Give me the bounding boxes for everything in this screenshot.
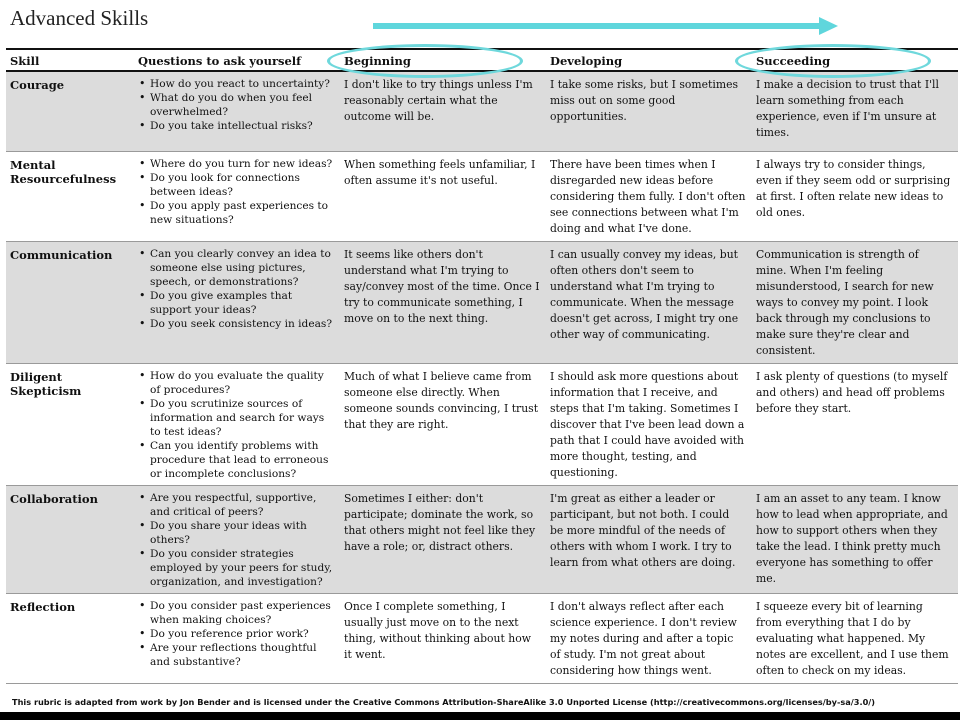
developing-cell: [546, 241, 752, 363]
page-title: Advanced Skills: [10, 6, 149, 30]
succeeding-cell: [752, 363, 958, 485]
developing-text: I should ask more questions about information that I receive, and steps that I'm taking. Sometimes I discover that I've been lead down a path that I could have avoided with more thought, testing, and questioning.: [550, 369, 745, 479]
question-item: • Are you respectful, supportive, and critical of peers?: [138, 491, 336, 519]
question-item: • Do you give examples that support your ideas?: [138, 289, 336, 317]
questions-cell: [134, 363, 340, 485]
question-item: • Where do you turn for new ideas?: [138, 157, 336, 171]
questions-cell: [134, 151, 340, 241]
succeeding-cell: [752, 241, 958, 363]
skill-name: Mental Resourcefulness: [6, 151, 134, 241]
header-questions: Questions to ask yourself: [134, 49, 340, 71]
beginning-cell: [340, 593, 546, 683]
question-item: • Do you look for connections between ideas?: [138, 171, 336, 199]
header-skill: Skill: [6, 49, 134, 71]
question-item: • What do you do when you feel overwhelmed?: [138, 91, 336, 119]
header-beginning: Beginning: [340, 49, 546, 71]
beginning-text: Sometimes I either: don't participate; dominate the work, so that others might not feel like they have a role; or, distract others.: [344, 491, 536, 553]
succeeding-cell: [752, 71, 958, 151]
questions-cell: [134, 71, 340, 151]
succeeding-text: Communication is strength of mine. When I'm feeling misunderstood, I search for new ways to convey my point. I look back through my conclusions to make sure they're clear and consistent.: [756, 247, 934, 357]
succeeding-text: I always try to consider things, even if they seem odd or surprising at first. I often relate new ideas to old ones.: [756, 157, 951, 219]
succeeding-cell: [752, 485, 958, 593]
succeeding-text: I squeeze every bit of learning from everything that I do by evaluating what happened. My notes are excellent, and I use them often to check on my ideas.: [756, 599, 949, 677]
skill-name: Reflection: [6, 593, 134, 683]
question-item: • Do you reference prior work?: [138, 627, 336, 641]
rubric-row-diligent-skepticism: [6, 363, 958, 485]
succeeding-text: I ask plenty of questions (to myself and others) and head off problems before they start.: [756, 369, 948, 415]
question-item: • Do you take intellectual risks?: [138, 119, 336, 133]
skill-name: Courage: [6, 71, 134, 151]
developing-text: I take some risks, but I sometimes miss out on some good opportunities.: [550, 78, 739, 123]
rubric-row-communication: [6, 241, 958, 363]
advanced-skills-rubric: [6, 48, 958, 684]
question-item: • Do you share your ideas with others?: [138, 519, 336, 547]
beginning-highlight-oval: [327, 44, 523, 78]
questions-cell: [134, 241, 340, 363]
question-item: • Can you identify problems with procedure that lead to erroneous or incomplete conclusions?: [138, 439, 336, 481]
question-item: • Do you apply past experiences to new situations?: [138, 199, 336, 227]
beginning-text: Much of what I believe came from someone else directly. When someone sounds convincing, I trust that they are right.: [344, 369, 539, 431]
question-item: • Do you seek consistency in ideas?: [138, 317, 336, 331]
developing-text: There have been times when I disregarded new ideas before considering them fully. I don't often see connections between what I'm doing and what I've done.: [550, 157, 746, 235]
succeeding-cell: [752, 593, 958, 683]
developing-text: I can usually convey my ideas, but often others don't seem to understand what I'm trying to communicate. When the message doesn't get across, I might try one other way of communicating.: [550, 247, 739, 341]
developing-cell: [546, 593, 752, 683]
license-footer: This rubric is adapted from work by Jon Bender and is licensed under the Creative Commons Attribution-ShareAlike 3.0 Unported License (http://creativecommons.org/licenses/by-sa/3.0/): [12, 697, 875, 707]
header-developing: Developing: [546, 49, 752, 71]
succeeding-highlight-oval: [735, 44, 931, 78]
questions-cell: [134, 593, 340, 683]
beginning-cell: [340, 241, 546, 363]
rubric-row-mental-resourcefulness: [6, 151, 958, 241]
developing-cell: [546, 485, 752, 593]
succeeding-text: I make a decision to trust that I'll learn something from each experience, even if I'm unsure at times.: [756, 78, 939, 139]
succeeding-cell: [752, 151, 958, 241]
question-item: • Do you consider strategies employed by your peers for study, organization, and investigation?: [138, 547, 336, 589]
developing-cell: [546, 151, 752, 241]
beginning-cell: [340, 363, 546, 485]
question-item: • Can you clearly convey an idea to someone else using pictures, speech, or demonstrations?: [138, 247, 336, 289]
developing-text: I don't always reflect after each science experience. I don't review my notes during and after a topic of study. I'm not great about considering how things went.: [550, 599, 737, 677]
question-item: • How do you react to uncertainty?: [138, 77, 336, 91]
developing-cell: [546, 363, 752, 485]
beginning-cell: [340, 151, 546, 241]
questions-cell: [134, 485, 340, 593]
rubric-row-reflection: [6, 593, 958, 683]
rubric-row-collaboration: [6, 485, 958, 593]
question-item: • Do you scrutinize sources of information and search for ways to test ideas?: [138, 397, 336, 439]
beginning-text: I don't like to try things unless I'm reasonably certain what the outcome will be.: [344, 78, 533, 123]
rubric-row-courage: [6, 71, 958, 151]
bottom-bar: [0, 712, 960, 720]
beginning-cell: [340, 71, 546, 151]
beginning-text: Once I complete something, I usually just move on to the next thing, without thinking about how it went.: [344, 599, 531, 661]
beginning-text: It seems like others don't understand what I'm trying to say/convey most of the time. Once I try to communicate something, I move on to the next thing.: [344, 247, 540, 325]
succeeding-text: I am an asset to any team. I know how to lead when appropriate, and how to support others when they take the lead. I think pretty much everyone has something to offer me.: [756, 491, 948, 585]
skill-name: Communication: [6, 241, 134, 363]
header-succeeding: Succeeding: [752, 49, 958, 71]
question-item: • Are your reflections thoughtful and substantive?: [138, 641, 336, 669]
skill-name: Collaboration: [6, 485, 134, 593]
skill-name: Diligent Skepticism: [6, 363, 134, 485]
developing-text: I'm great as either a leader or participant, but not both. I could be more mindful of the needs of others with whom I work. I try to learn from what others are doing.: [550, 491, 736, 569]
beginning-text: When something feels unfamiliar, I often assume it's not useful.: [344, 157, 536, 187]
developing-cell: [546, 71, 752, 151]
question-item: • How do you evaluate the quality of procedures?: [138, 369, 336, 397]
question-item: • Do you consider past experiences when making choices?: [138, 599, 336, 627]
beginning-cell: [340, 485, 546, 593]
